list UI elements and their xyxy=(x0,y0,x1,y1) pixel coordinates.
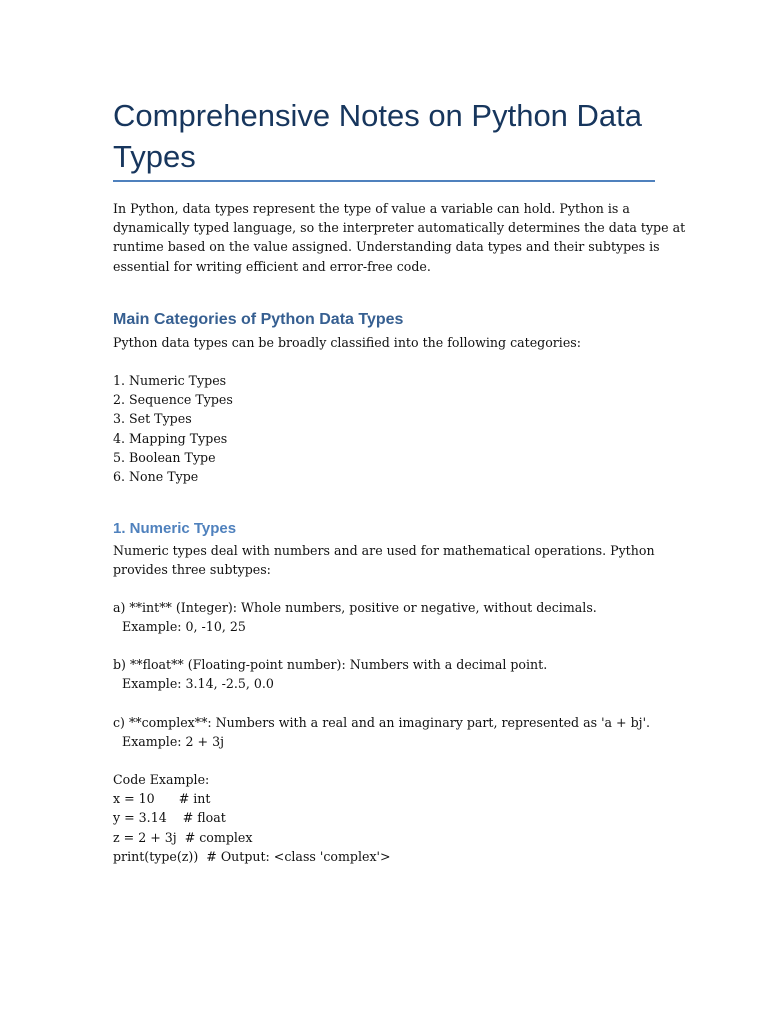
code-label: Code Example: xyxy=(113,772,210,787)
list-item: 5. Boolean Type xyxy=(113,449,216,465)
code-example xyxy=(113,770,391,866)
list-item: 1. Numeric Types xyxy=(113,373,227,388)
category-list xyxy=(113,371,233,486)
paragraph-line: provides three subtypes: xyxy=(113,562,271,578)
paragraph-line: runtime based on the value assigned. Understanding data types and their subtypes is xyxy=(113,239,660,255)
main-categories-intro: Python data types can be broadly classified into the following categories: xyxy=(113,335,581,350)
list-item: 6. None Type xyxy=(113,469,199,485)
subtype-complex xyxy=(113,713,655,751)
numeric-intro xyxy=(113,541,655,579)
list-item: 4. Mapping Types xyxy=(113,430,228,446)
code-line: print(type(z)) # Output: <class 'complex'> xyxy=(113,848,391,864)
heading-numeric-types: 1. Numeric Types xyxy=(113,520,237,537)
subtype-int xyxy=(113,598,655,636)
list-item: 3. Set Types xyxy=(113,411,192,427)
subtype-example: Example: 0, -10, 25 xyxy=(122,619,246,635)
code-line: y = 3.14 # float xyxy=(113,810,226,826)
intro-paragraph xyxy=(113,199,686,276)
title-line: Comprehensive Notes on Python Data xyxy=(113,98,643,133)
list-item: 2. Sequence Types xyxy=(113,392,233,408)
paragraph-line: dynamically typed language, so the interpreter automatically determines the data type at xyxy=(113,220,686,236)
subtype-description: a) **int** (Integer): Whole numbers, positive or negative, without decimals. xyxy=(113,600,597,615)
paragraph-line: In Python, data types represent the type of value a variable can hold. Python is a xyxy=(113,201,630,216)
code-line: x = 10 # int xyxy=(113,791,211,807)
paragraph-line: Numeric types deal with numbers and are used for mathematical operations. Python xyxy=(113,543,655,558)
paragraph-line: essential for writing efficient and error-free code. xyxy=(113,258,431,274)
subtype-example: Example: 3.14, -2.5, 0.0 xyxy=(122,676,274,692)
subtype-example: Example: 2 + 3j xyxy=(122,734,225,750)
subtype-description: b) **float** (Floating-point number): Numbers with a decimal point. xyxy=(113,657,548,672)
code-line: z = 2 + 3j # complex xyxy=(113,829,253,845)
document-title xyxy=(113,95,655,177)
title-underline xyxy=(113,180,655,182)
subtype-description: c) **complex**: Numbers with a real and an imaginary part, represented as 'a + bj'. xyxy=(113,715,651,730)
subtype-float xyxy=(113,655,655,693)
title-line: Types xyxy=(113,139,196,174)
heading-main-categories: Main Categories of Python Data Types xyxy=(113,311,404,328)
